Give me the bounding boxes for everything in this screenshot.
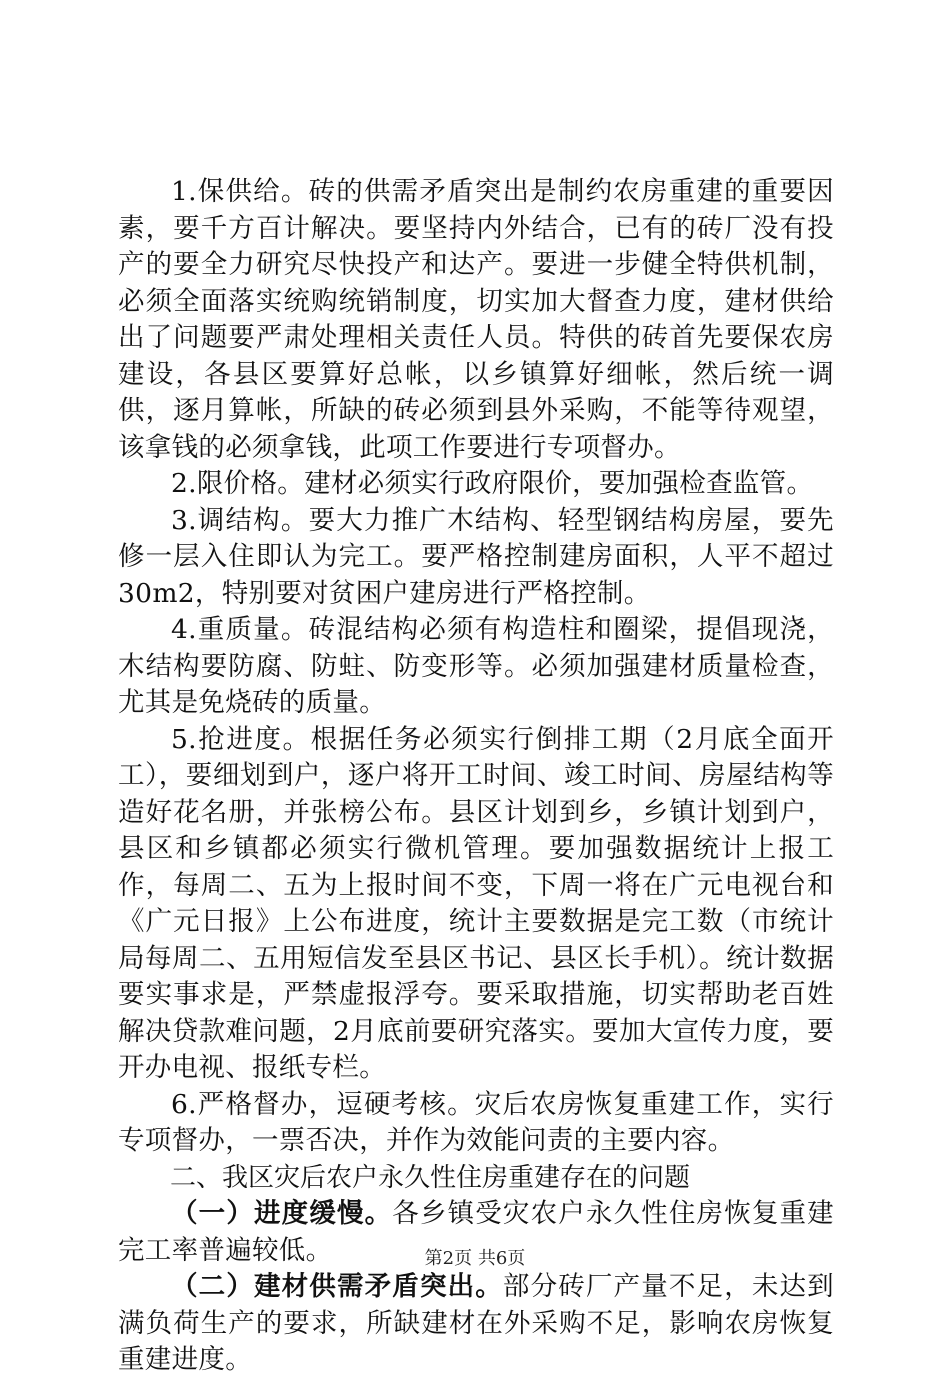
paragraph-structure: 3.调结构。要大力推广木结构、轻型钢结构房屋，要先修一层入住即认为完工。要严格控制建房面积，人平不超过30m2，特别要对贫困户建房进行严格控制。: [118, 504, 834, 609]
issue-text: 各乡镇受灾农户永久性住房恢复重建完工率普遍较低。: [118, 1198, 834, 1266]
issue-text: 部分砖厂产量不足，未达到满负荷生产的要求，所缺建材在外采购不足，影响农房恢复重建进度。: [118, 1271, 834, 1375]
issue-label: （二）建材供需矛盾突出。: [171, 1271, 503, 1302]
section-heading: 二、我区灾后农户永久性住房重建存在的问题: [170, 1162, 691, 1193]
paragraph-supply: 1.保供给。砖的供需矛盾突出是制约农房重建的重要因素，要千方百计解决。要坚持内外结合，已有的砖厂没有投产的要全力研究尽快投产和达产。要进一步健全特供机制，必须全面落实统购统销制度，切实加大督查力度，建材供给出了问题要严肃处理相关责任人员。特供的砖首先要保农房建设，各县区要算好总帐，以乡镇算好细帐，然后统一调供，逐月算帐，所缺的砖必须到县外采购，不能等待观望，该拿钱的必须拿钱，此项工作要进行专项督办。: [118, 176, 834, 463]
issue-label: （一）进度缓慢。: [171, 1198, 393, 1229]
document-body: [118, 174, 834, 1379]
paragraph-supervision: 6.严格督办，逗硬考核。灾后农房恢复重建工作，实行专项督办，一票否决，并作为效能问责的主要内容。: [118, 1088, 834, 1156]
paragraph-price-limit: 2.限价格。建材必须实行政府限价，要加强检查监管。: [171, 468, 814, 499]
paragraph-quality: 4.重质量。砖混结构必须有构造柱和圈梁，提倡现浇，木结构要防腐、防蛀、防变形等。必须加强建材质量检查，尤其是免烧砖的质量。: [118, 614, 834, 718]
page-footer: 第2页 共6页: [424, 1248, 526, 1269]
paragraph-progress: 5.抢进度。根据任务必须实行倒排工期（2月底全面开工），要细划到户，逐户将开工时间、竣工时间、房屋结构等造好花名册，并张榜公布。县区计划到乡，乡镇计划到户，县区和乡镇都必须实行微机管理。要加强数据统计上报工作，每周二、五为上报时间不变，下周一将在广元电视台和《广元日报》上公布进度，统计主要数据是完工数（市统计局每周二、五用短信发至县区书记、县区长手机）。统计数据要实事求是，严禁虚报浮夸。要采取措施，切实帮助老百姓解决贷款难问题，2月底前要研究落实。要加大宣传力度，要开办电视、报纸专栏。: [118, 723, 834, 1083]
issue-paragraph: [118, 1269, 834, 1379]
